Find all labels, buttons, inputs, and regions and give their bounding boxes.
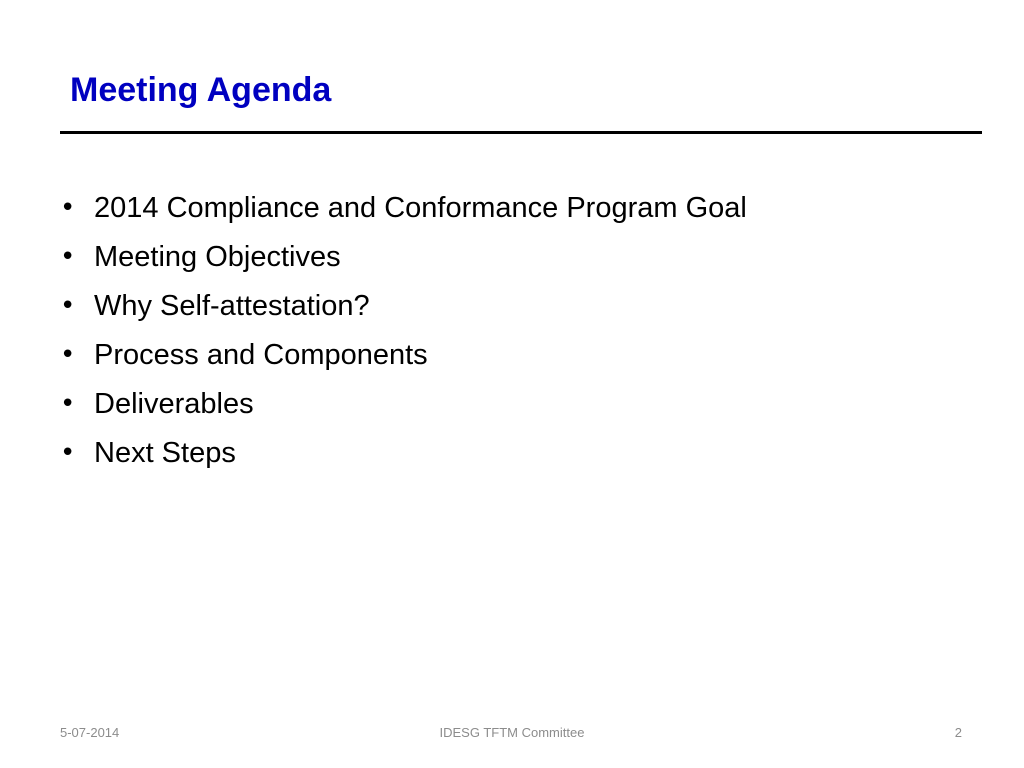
agenda-item-text: Meeting Objectives [94, 240, 341, 273]
bullet-icon: • [60, 290, 76, 321]
agenda-item-text: 2014 Compliance and Conformance Program Goal [94, 191, 747, 224]
bullet-icon: • [60, 192, 76, 223]
slide-number: 2 [954, 725, 962, 740]
agenda-item-text: Next Steps [94, 436, 236, 469]
agenda-item [60, 428, 747, 477]
agenda-item-text: Deliverables [94, 387, 254, 420]
bullet-icon: • [60, 339, 76, 370]
bullet-icon: • [60, 241, 76, 272]
agenda-item [60, 232, 747, 281]
agenda-list [60, 183, 747, 477]
agenda-item [60, 281, 747, 330]
title-divider [60, 131, 982, 134]
bullet-icon: • [60, 437, 76, 468]
footer-date: 5-07-2014 [60, 725, 120, 740]
agenda-item-text: Process and Components [94, 338, 428, 371]
bullet-icon: • [60, 388, 76, 419]
agenda-item [60, 379, 747, 428]
agenda-item-text: Why Self-attestation? [94, 289, 370, 322]
agenda-item [60, 330, 747, 379]
agenda-item [60, 183, 747, 232]
footer-committee-name: IDESG TFTM Committee [439, 725, 585, 740]
slide-title: Meeting Agenda [70, 71, 332, 109]
